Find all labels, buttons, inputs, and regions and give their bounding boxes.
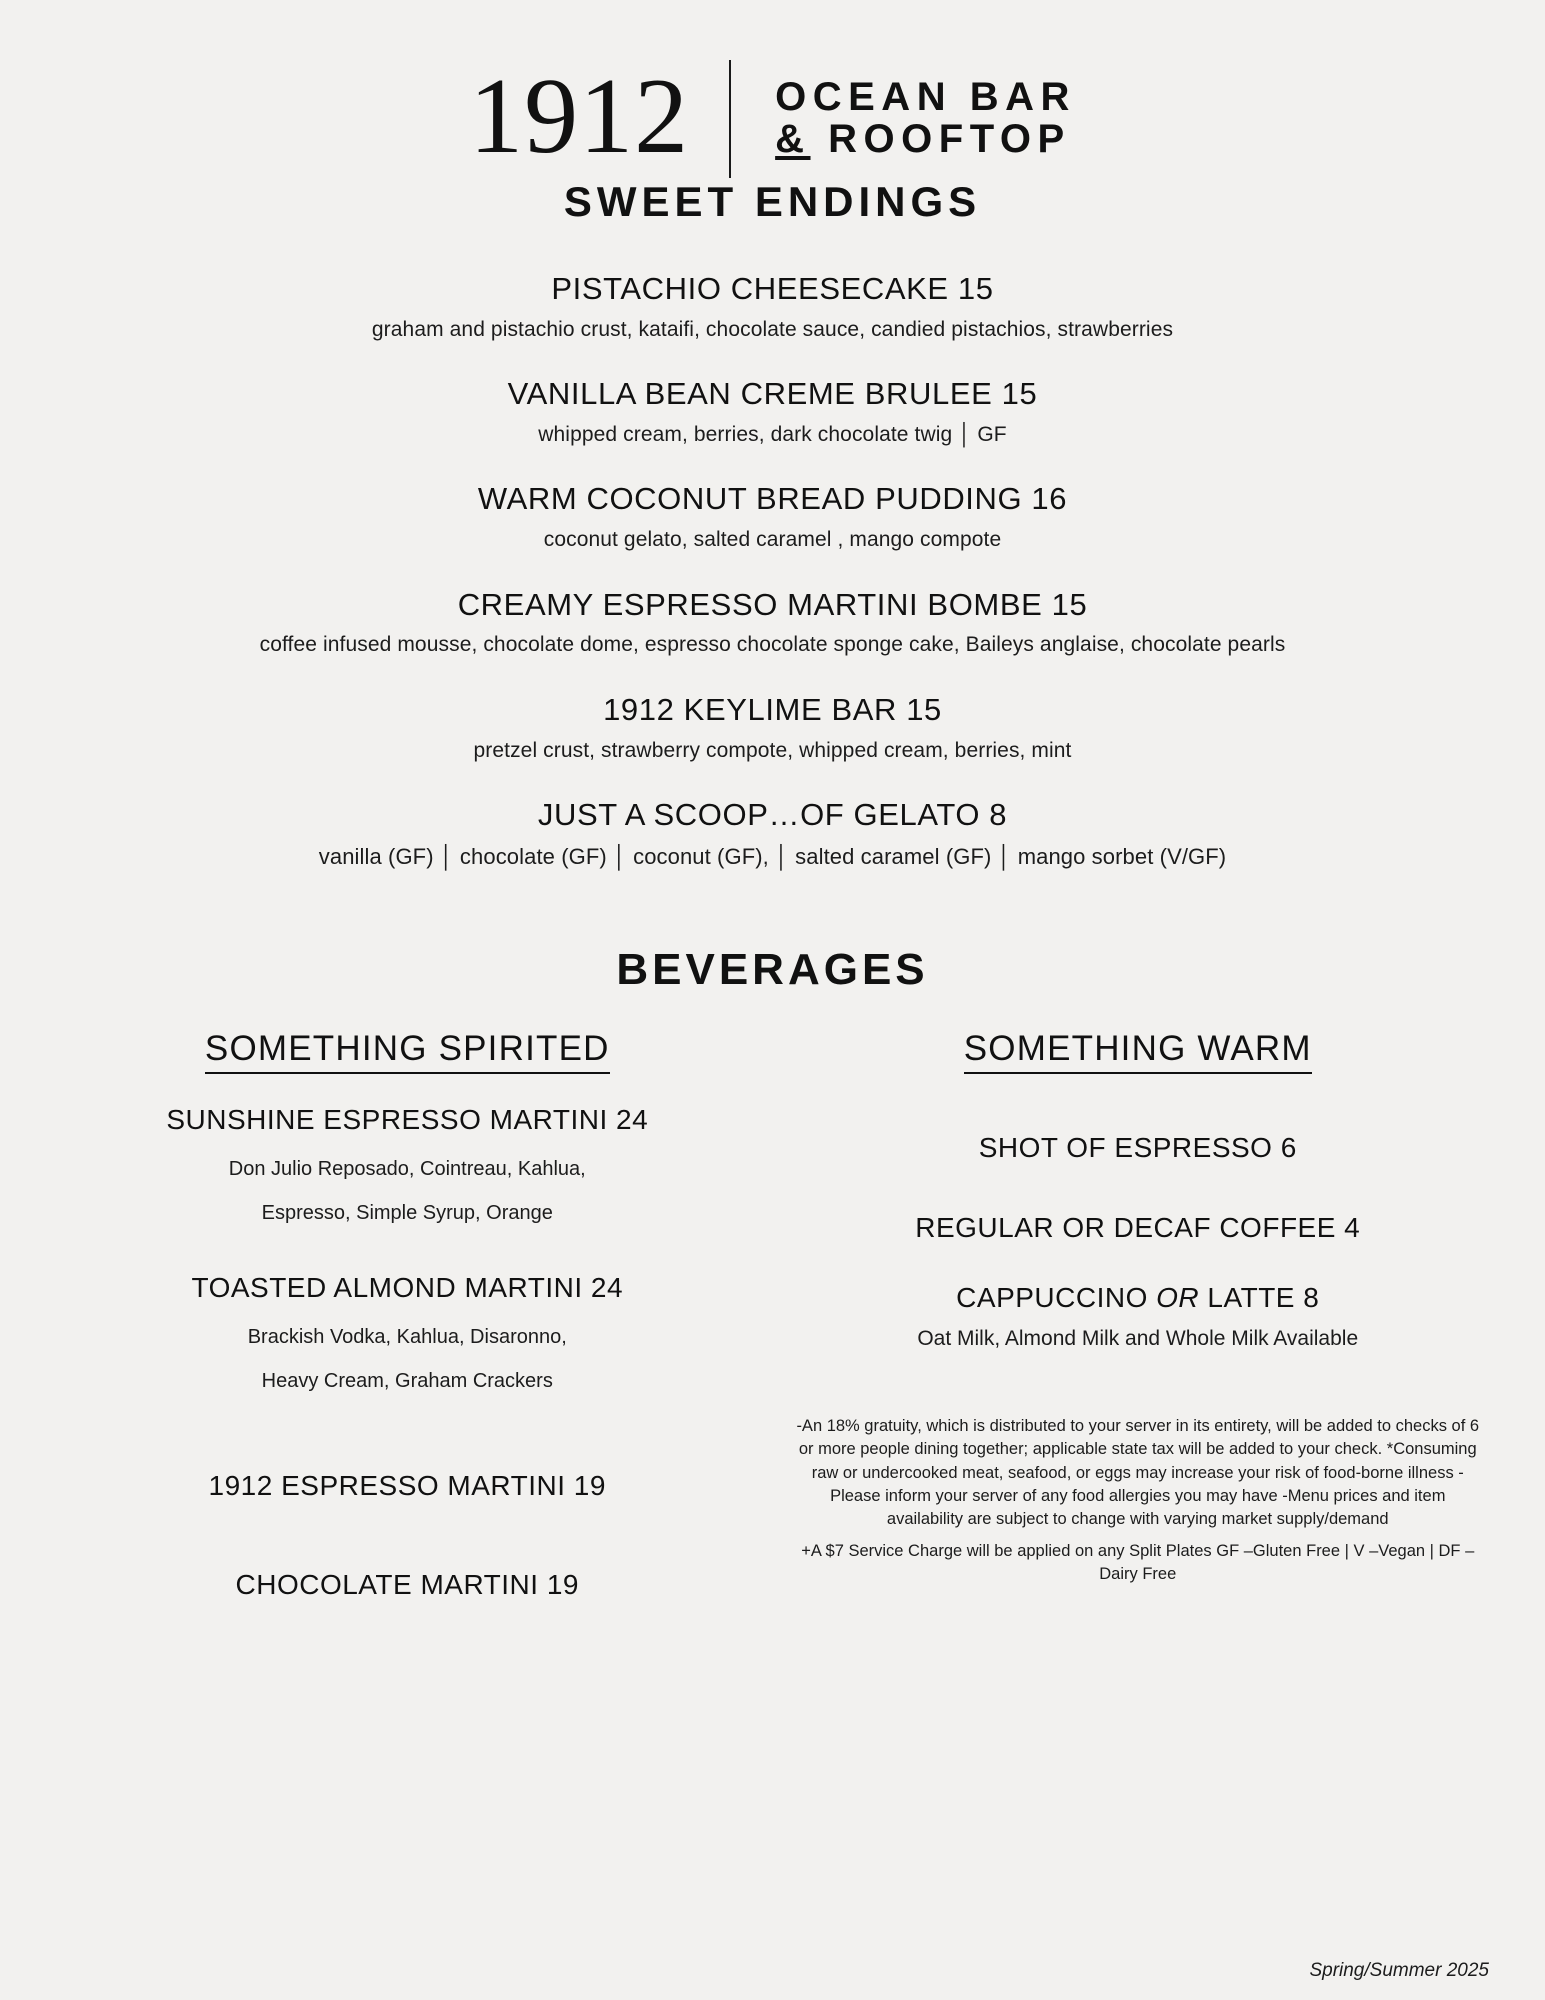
logo-ampersand: &	[775, 117, 811, 161]
drink-name: SHOT OF ESPRESSO 6	[978, 1131, 1297, 1163]
beverages-columns	[0, 1029, 1545, 1614]
drink-name: SUNSHINE ESPRESSO MARTINI 24	[166, 1103, 649, 1135]
column-something-spirited	[52, 1029, 773, 1614]
restaurant-logo	[0, 0, 1545, 176]
menu-item	[0, 586, 1545, 661]
drink-name: CHOCOLATE MARTINI 19	[235, 1568, 579, 1600]
menu-item-description: coconut gelato, salted caramel , mango compote	[543, 528, 1002, 552]
menu-item-description: pretzel crust, strawberry compote, whipped cream, berries, mint	[473, 738, 1072, 762]
menu-item-description: whipped cream, berries, dark chocolate twig │ GF	[538, 422, 1007, 446]
disclaimer-paragraph-1: -An 18% gratuity, which is distributed to your server in its entirety, will be added to checks of 6 or more people dining together; applicable state tax will be added to your check. *Consuming raw or undercooked meat, seafood, or eggs may increase your risk of food-borne illness -Please inform your server of any food allergies you may have -Menu prices and item availability are subject to change with varying market supply/demand	[796, 1416, 1480, 1529]
menu-item	[0, 375, 1545, 450]
section-title-sweet-endings: SWEET ENDINGS	[563, 178, 982, 225]
menu-item-name: VANILLA BEAN CREME BRULEE 15	[507, 376, 1038, 412]
latte-text: LATTE 8	[1199, 1282, 1320, 1314]
drink-item	[52, 1102, 763, 1226]
menu-item-name: PISTACHIO CHEESECAKE 15	[551, 271, 994, 306]
legal-disclaimer	[783, 1415, 1494, 1587]
dessert-list	[0, 270, 1545, 873]
menu-item-name: CREAMY ESPRESSO MARTINI BOMBE 15	[457, 586, 1088, 622]
column-heading-something-warm: SOMETHING WARM	[964, 1029, 1312, 1074]
drink-item	[52, 1270, 763, 1394]
drink-description-line: Heavy Cream, Graham Crackers	[261, 1370, 553, 1393]
drink-name	[783, 1280, 1494, 1316]
logo-line-ocean-bar: OCEAN BAR	[775, 75, 1076, 120]
drink-item	[52, 1567, 763, 1603]
menu-season-date: Spring/Summer 2025	[1309, 1960, 1489, 1981]
milk-options-note: Oat Milk, Almond Milk and Whole Milk Available	[917, 1326, 1359, 1350]
menu-item-description: coffee infused mousse, chocolate dome, espresso chocolate sponge cake, Baileys anglaise, chocolate pearls	[259, 633, 1286, 657]
or-separator: OR	[1156, 1282, 1200, 1314]
drink-name: REGULAR OR DECAF COFFEE 4	[915, 1211, 1361, 1243]
menu-item-description: vanilla (GF) │ chocolate (GF) │ coconut (GF), │ salted caramel (GF) │ mango sorbet (V/GF)	[318, 843, 1227, 869]
menu-item-gelato	[0, 796, 1545, 873]
drink-description-line: Espresso, Simple Syrup, Orange	[261, 1201, 553, 1224]
drink-description-line: Don Julio Reposado, Cointreau, Kahlua,	[228, 1157, 586, 1180]
drink-description-line: Brackish Vodka, Kahlua, Disaronno,	[247, 1326, 567, 1349]
logo-rooftop-text: ROOFTOP	[828, 117, 1071, 161]
drink-name: 1912 ESPRESSO MARTINI 19	[208, 1470, 606, 1502]
menu-item-name: JUST A SCOOP…OF GELATO 8	[537, 796, 1008, 832]
menu-item	[0, 480, 1545, 555]
drink-name: TOASTED ALMOND MARTINI 24	[191, 1271, 624, 1303]
logo-line-rooftop	[775, 119, 1076, 161]
logo-divider	[729, 60, 731, 178]
drink-item-cappuccino-latte	[783, 1280, 1494, 1350]
logo-wordmark	[775, 77, 1076, 160]
cappuccino-text: CAPPUCCINO	[956, 1282, 1157, 1314]
column-heading-something-spirited: SOMETHING SPIRITED	[205, 1029, 610, 1074]
drink-item	[783, 1130, 1494, 1166]
drink-item	[783, 1210, 1494, 1246]
menu-item	[0, 270, 1545, 345]
disclaimer-paragraph-2: +A $7 Service Charge will be applied on any Split Plates GF –Gluten Free | V –Vegan | DF –Dairy Free	[801, 1541, 1475, 1584]
menu-item-name: WARM COCONUT BREAD PUDDING 16	[477, 481, 1068, 517]
menu-item	[0, 691, 1545, 766]
logo-year: 1912	[469, 57, 690, 176]
menu-item-description: graham and pistachio crust, kataifi, chocolate sauce, candied pistachios, strawberries	[371, 317, 1174, 341]
menu-item-name: 1912 KEYLIME BAR 15	[603, 691, 942, 727]
column-something-warm	[773, 1029, 1494, 1614]
section-title-beverages: BEVERAGES	[616, 944, 929, 994]
drink-item	[52, 1468, 763, 1504]
